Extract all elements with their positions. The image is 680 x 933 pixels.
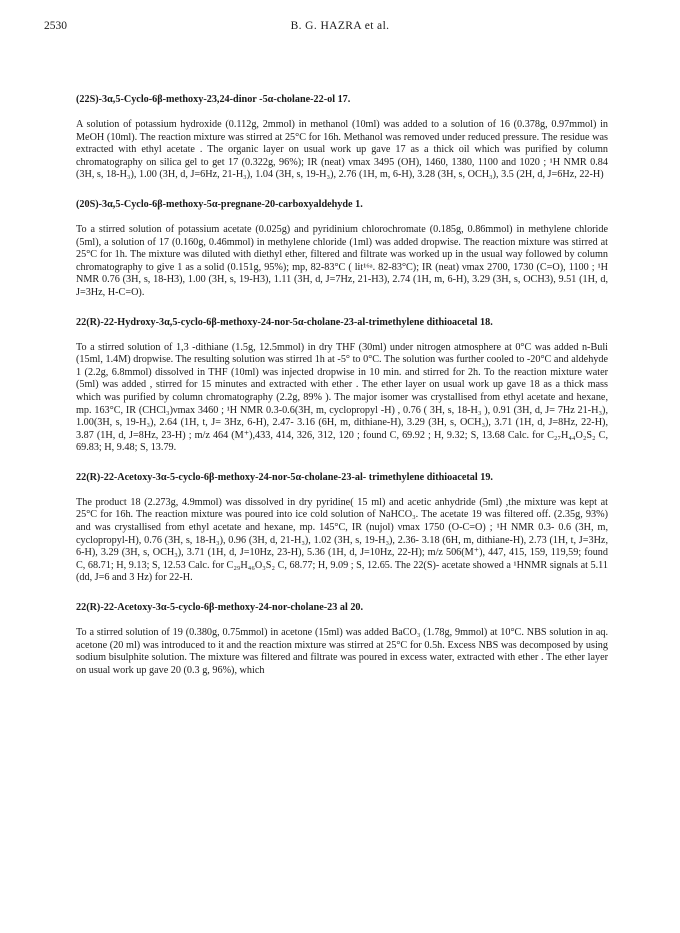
section-paragraph: To a stirred solution of 19 (0.380g, 0.75mmol) in acetone (15ml) was added BaCO₃ (1.78g, 9mmol) at 10°C. NBS solution in aq. acetone (20 ml) was introduced to it and the reaction mixture was stirred at 25°C for 0.5h. Excess NBS was decomposed by using sodium bisulphite solution. The mixture was filtered and filtrate was poured in excess water, extracted with ether . The ether layer on usual work up gave 20 (0.3 g, 96%), which: [76, 627, 608, 676]
section-paragraph: The product 18 (2.273g, 4.9mmol) was dissolved in dry pyridine( 15 ml) and acetic anhydride (5ml) ,the mixture was kept at 25°C for 16h. The reaction mixture was poured into ice cold solution of NaHCO₃. The acetate 19 was filtered off. (2.35g, 93%) and was crystallised from ethyl acetate and hexane, mp. 145°C, IR (nujol) νmax 1750 (O-C=O) ; ¹H NMR 0.3- 0.6 (3H, m, cyclopropyl-H), 0.76 (3H, s, 18-H₃), 0.96 (3H, d, 21-H₃), 1.02 (3H, s, 19-H₃), 2.36- 3.18 (6H, m, dithiane-H), 2.73 (1H, t, J=3Hz, 6-H), 3.29 (3H, s, OCH₃), 3.71 (1H, d, J=10Hz, 23-H), 5.36 (1H, d, J=10Hz, 22-H); m/z 506(M⁺), 447, 415, 159, 119,59; found C, 68.71; H, 9.13; S, 12.53 Calc. for C₂₉H₄₆O₃S₂ C, 68.77; H, 9.09 ; S, 12.65. The 22(S)- acetate showed a ¹HNMR signals at 5.11 (dd, J=6 and 3 Hz) for 22-H.: [76, 496, 608, 584]
section-title: 22(R)-22-Hydroxy-3α,5-cyclo-6β-methoxy-24-nor-5α-cholane-23-al-trimethylene dithioacetal 18.: [76, 316, 493, 328]
section-compound-1: [76, 198, 608, 300]
section-paragraph: A solution of potassium hydroxide (0.112g, 2mmol) in methanol (10ml) was added to a solution of 16 (0.378g, 0.97mmol) in MeOH (10ml). The reaction mixture was stirred at 25°C for 16h. Methanol was removed under reduced pressure. The residue was extracted with ethyl acetate . The organic layer on usual work up gave 17 as a thick oil which was purified by column chromatography on silica gel to get 17 (0.322g, 96%); IR (neat) νmax 3495 (OH), 1460, 1380, 1100 and 1020 ; ¹H NMR 0.84 (3H, s, 18-H₃), 1.00 (3H, d, J=6Hz, 21-H₃), 1.04 (3H, s, 19-H₃), 2.76 (1H, m, 6-H), 3.28 (3H, s, OCH₃), 3.5 (2H, d, J=6Hz, 22-H): [76, 119, 608, 181]
section-paragraph: To a stirred solution of 1,3 -dithiane (1.5g, 12.5mmol) in dry THF (30ml) under nitrogen atmosphere at 0°C was added n-Buli (15ml, 1.4M) dropwise. The resulting solution was stirred 1h at -5° to 0°C. The solution was further cooled to -20°C and aldehyde 1 (2.2g, 6.8mmol) dissolved in THF (10ml) was injected dropwise in 10 min. and stirred for 2h. To the reaction mixture water (5ml) was added , stirred for 15 minutes and extracted with ether . The ether layer on usual work up gave 18 as a thick mass which was purified by column chromatography (2.2g, 89% ). The major isomer was crystallised from ethyl acetate and hexane, mp. 163°C, IR (CHCl₃)νmax 3460 ; ¹H NMR 0.3-0.6(3H, m, cyclopropyl -H) , 0.76 ( 3H, s, 18-H₃ ), 0.91 (3H, d, J= 7Hz 21-H₃), 1.00(3H, s, 19-H₃), 2.64 (1H, t, J= 3Hz, 6-H), 2.47- 3.16 (6H, m, dithiane-H), 3.29 (3H, s, OCH₃), 3.71 (1H, d, J=8Hz, 22-H), 3.87 (1H, d, J=8Hz, 23-H) ; m/z 464 (M⁺),433, 414, 326, 312, 120 ; found C, 69.92 ; H, 9.32; S, 13.68 Calc. for C₂₇H₄₄O₂S₂ C, 69.83; H, 9.48; S, 13.79.: [76, 341, 608, 454]
section-compound-17: [76, 93, 608, 182]
section-title: (22S)-3α,5-Cyclo-6β-methoxy-23,24-dinor -5α-cholane-22-ol 17.: [76, 94, 351, 105]
section-compound-20: [76, 601, 608, 677]
section-title: 22(R)-22-Acetoxy-3α-5-cyclo-6β-methoxy-24-nor-cholane-23 al 20.: [76, 602, 364, 614]
article-body: [76, 93, 608, 693]
page-header: [44, 20, 636, 36]
section-paragraph: To a stirred solution of potassium acetate (0.025g) and pyridinium chlorochromate (0.185g, 0.86mmol) in methylene chloride (5ml), a solution of 17 (0.160g, 0.46mmol) in methylene chloride (1ml) was added dropwise. The reaction mixture was stirred at 25°C for 1h. The mixture was diluted with diethyl ether, filtered and filtrate was worked up in the usual way followed by column chromatography to give 1 as a solid (0.151g, 95%); mp, 82-83°C ( lit¹⁶ᵃ. 82-83°C); IR (neat) νmax 2700, 1730 (C=O), 1100 ; ¹H NMR 0.76 (3H, s, 18-H3), 1.00 (3H, s, 19-H3), 1.11 (3H, d, J=7Hz, 21-H3), 2.74 (1H, m, 6-H), 3.29 (3H, s, OCH3), 9.51 (1H, d, J=3Hz, H-C=O).: [76, 223, 608, 298]
running-title: B. G. HAZRA et al.: [290, 20, 390, 32]
section-title: (20S)-3α,5-Cyclo-6β-methoxy-5α-pregnane-20-carboxyaldehyde 1.: [76, 198, 363, 210]
section-compound-19: [76, 471, 608, 585]
section-title: 22(R)-22-Acetoxy-3α-5-cyclo-6β-methoxy-24-nor-5α-cholane-23-al- trimethylene dithioacetal 19.: [76, 471, 493, 483]
page-number: 2530: [44, 20, 67, 32]
section-compound-18: [76, 316, 608, 455]
